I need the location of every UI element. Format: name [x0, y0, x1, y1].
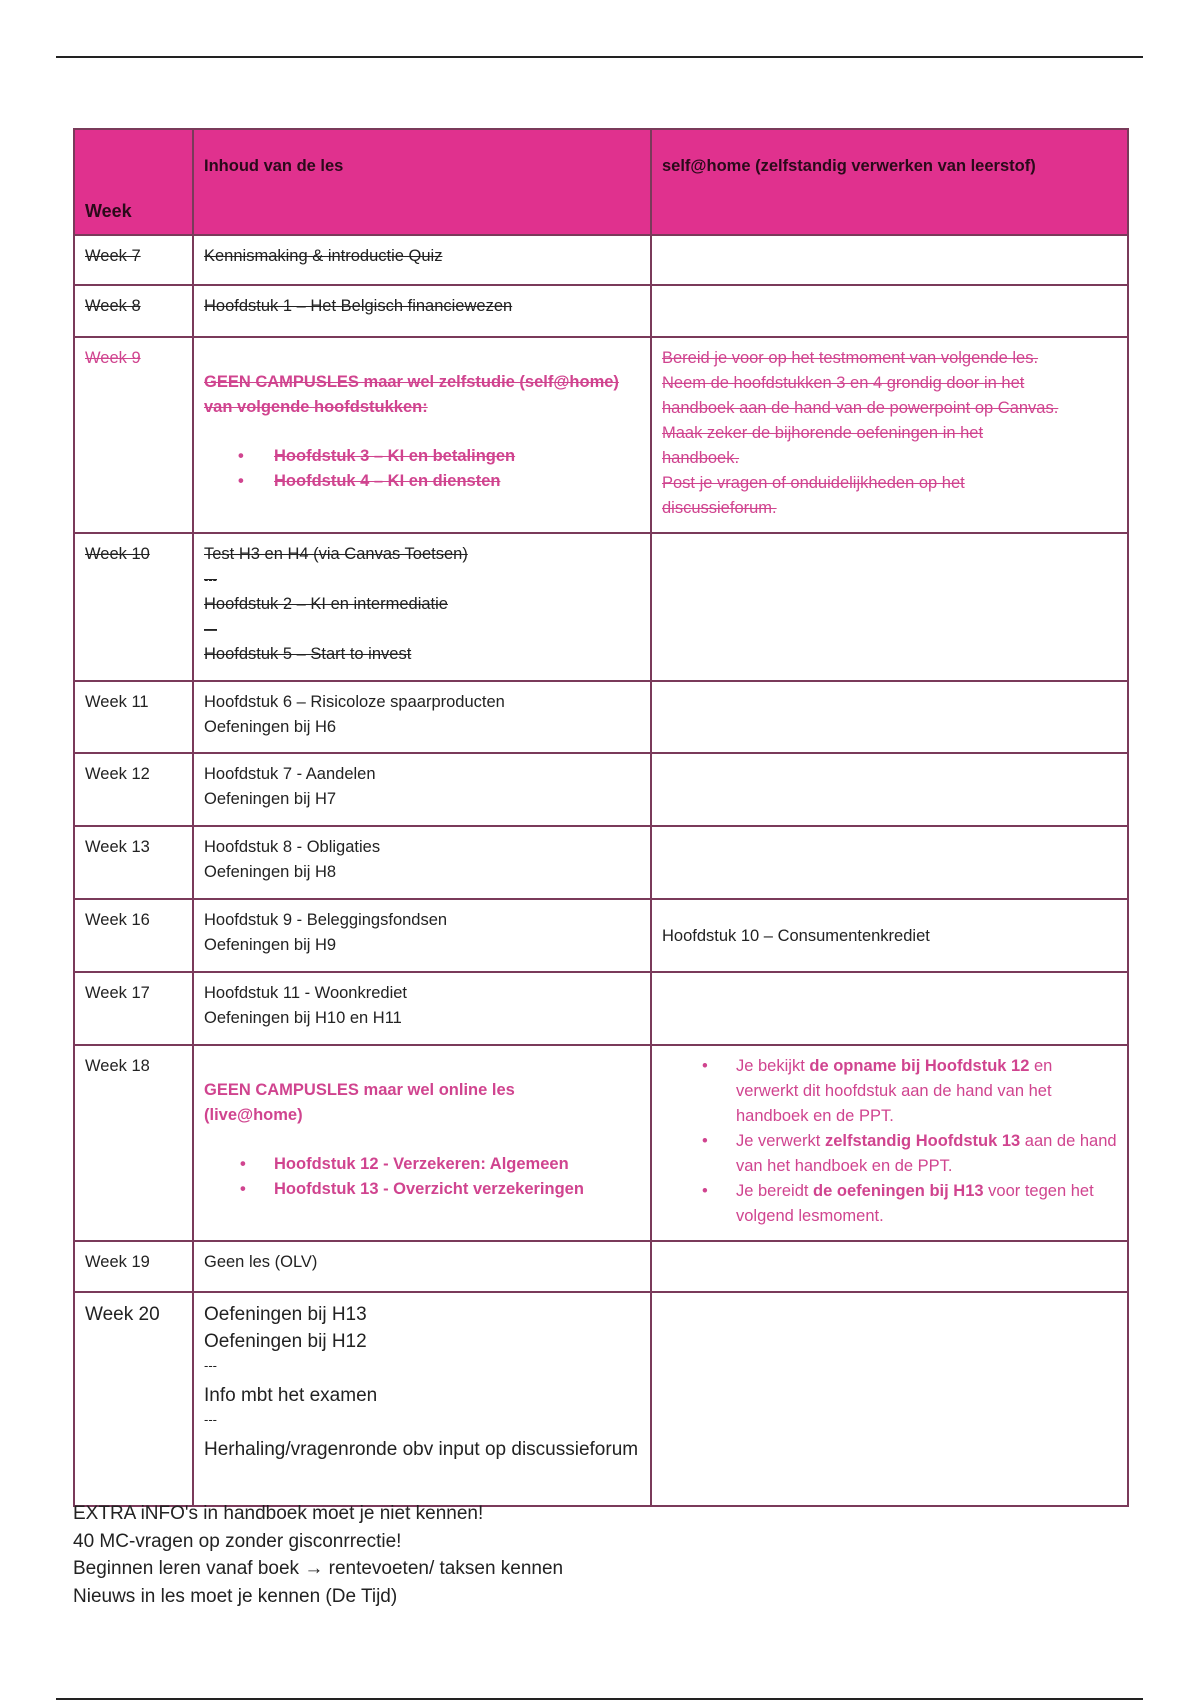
self-line: handboek. [662, 449, 740, 467]
table-row-week-13 [74, 826, 1128, 899]
table-row-week-10 [74, 533, 1128, 681]
header-self-home: self@home (zelfstandig verwerken van leerstof) [651, 129, 1128, 235]
table-row-week-12 [74, 753, 1128, 826]
self-home-cell [651, 235, 1128, 285]
online-intro-2: (live@home) [204, 1106, 303, 1124]
online-intro: GEEN CAMPUSLES maar wel online les [204, 1081, 515, 1099]
lesson-content: Hoofdstuk 6 – Risicoloze spaarproducten Oefeningen bij H6 [193, 681, 651, 753]
lesson-content: Hoofdstuk 9 - Beleggingsfondsen Oefeningen bij H9 [193, 899, 651, 972]
self-line: handboek aan de hand van de powerpoint op Canvas. [662, 399, 1059, 417]
self-home-cell: Hoofdstuk 10 – Consumentenkrediet [651, 899, 1128, 972]
week-label: Week 12 [85, 765, 150, 783]
exam-notes [73, 1500, 563, 1610]
table-row-week-18 [74, 1045, 1128, 1241]
week-label: Week 11 [85, 693, 149, 711]
lesson-content: Hoofdstuk 11 - Woonkrediet Oefeningen bij H10 en H11 [193, 972, 651, 1045]
table-row-week-8 [74, 285, 1128, 337]
note-line: EXTRA iNFO's in handboek moet je niet kennen! [73, 1503, 484, 1524]
week-label: Week 18 [85, 1057, 150, 1075]
self-home-cell [651, 337, 1128, 533]
note-line: Nieuws in les moet je kennen (De Tijd) [73, 1585, 398, 1607]
table-row-week-20 [74, 1292, 1128, 1506]
lesson-content [193, 1045, 651, 1241]
lesson-content: Hoofdstuk 7 - Aandelen Oefeningen bij H7 [193, 753, 651, 826]
self-home-cell [651, 681, 1128, 753]
list-item: • Hoofdstuk 13 - Overzicht verzekeringen [274, 1177, 640, 1202]
week-label: Week 17 [85, 984, 150, 1002]
lesson-content: Hoofdstuk 8 - Obligaties Oefeningen bij H8 [193, 826, 651, 899]
table-row-week-7 [74, 235, 1128, 285]
list-item: • Hoofdstuk 12 - Verzekeren: Algemeen [274, 1152, 640, 1177]
week-label: Week 9 [85, 349, 141, 367]
header-content: Inhoud van de les [193, 129, 651, 235]
table-row-week-16 [74, 899, 1128, 972]
schedule-table [73, 128, 1129, 1507]
week-label: Week 7 [85, 247, 141, 265]
list-item: • Hoofdstuk 4 – KI en diensten [274, 469, 640, 494]
lesson-content: Oefeningen bij H13 Oefeningen bij H12 --- Info mbt het examen --- Herhaling/vragenronde obv input op discussieforum [193, 1292, 651, 1506]
self-home-cell [651, 1241, 1128, 1292]
list-item: • Hoofdstuk 3 – KI en betalingen [274, 444, 640, 469]
self-home-cell [651, 1292, 1128, 1506]
selfstudy-intro: GEEN CAMPUSLES maar wel zelfstudie (self@home) van volgende hoofdstukken: [204, 373, 619, 416]
week-label: Week 13 [85, 838, 150, 856]
lesson-content: Test H3 en H4 (via Canvas Toetsen) --- Hoofdstuk 2 – KI en intermediatie — Hoofdstuk 5 – Start to invest [193, 533, 651, 681]
week-label: Week 16 [85, 911, 150, 929]
lesson-content: Hoofdstuk 1 – Het Belgisch financiewezen [204, 297, 513, 315]
table-row-week-17 [74, 972, 1128, 1045]
list-item: • Je verwerkt zelfstandig Hoofdstuk 13 aan de hand van het handboek en de PPT. [736, 1129, 1117, 1179]
note-line: Beginnen leren vanaf boek → rentevoeten/ taksen kennen [73, 1558, 564, 1579]
table-header-row [74, 129, 1128, 235]
self-home-cell [651, 533, 1128, 681]
chapter-list [204, 1152, 640, 1202]
self-line: Bereid je voor op het testmoment van volgende les. [662, 349, 1039, 367]
self-home-cell [651, 972, 1128, 1045]
lesson-content [193, 337, 651, 533]
week-label: Week 19 [85, 1253, 150, 1271]
self-line: discussieforum. [662, 499, 777, 517]
self-line: Neem de hoofdstukken 3 en 4 grondig door in het [662, 374, 1025, 392]
week-label: Week 8 [85, 297, 141, 315]
self-task-list [662, 1054, 1117, 1229]
self-home-cell [651, 826, 1128, 899]
note-line: 40 MC-vragen op zonder gisconrrectie! [73, 1530, 402, 1552]
header-week: Week [74, 129, 193, 235]
top-rule [56, 56, 1143, 58]
table-row-week-11 [74, 681, 1128, 753]
self-home-cell [651, 285, 1128, 337]
chapter-list [204, 444, 640, 494]
week-label: Week 20 [85, 1304, 160, 1325]
self-home-cell [651, 753, 1128, 826]
list-item: • Je bereidt de oefeningen bij H13 voor tegen het volgend lesmoment. [736, 1179, 1117, 1229]
self-line: Post je vragen of onduidelijkheden op het [662, 474, 965, 492]
self-line: Maak zeker de bijhorende oefeningen in het [662, 424, 984, 442]
table-row-week-19 [74, 1241, 1128, 1292]
list-item: • Je bekijkt de opname bij Hoofdstuk 12 en verwerkt dit hoofdstuk aan de hand van het handboek en de PPT. [736, 1054, 1117, 1129]
lesson-content: Kennismaking & introductie Quiz [204, 247, 443, 265]
lesson-content: Geen les (OLV) [204, 1253, 318, 1271]
table-row-week-9 [74, 337, 1128, 533]
week-label: Week 10 [85, 545, 150, 563]
self-home-cell [651, 1045, 1128, 1241]
